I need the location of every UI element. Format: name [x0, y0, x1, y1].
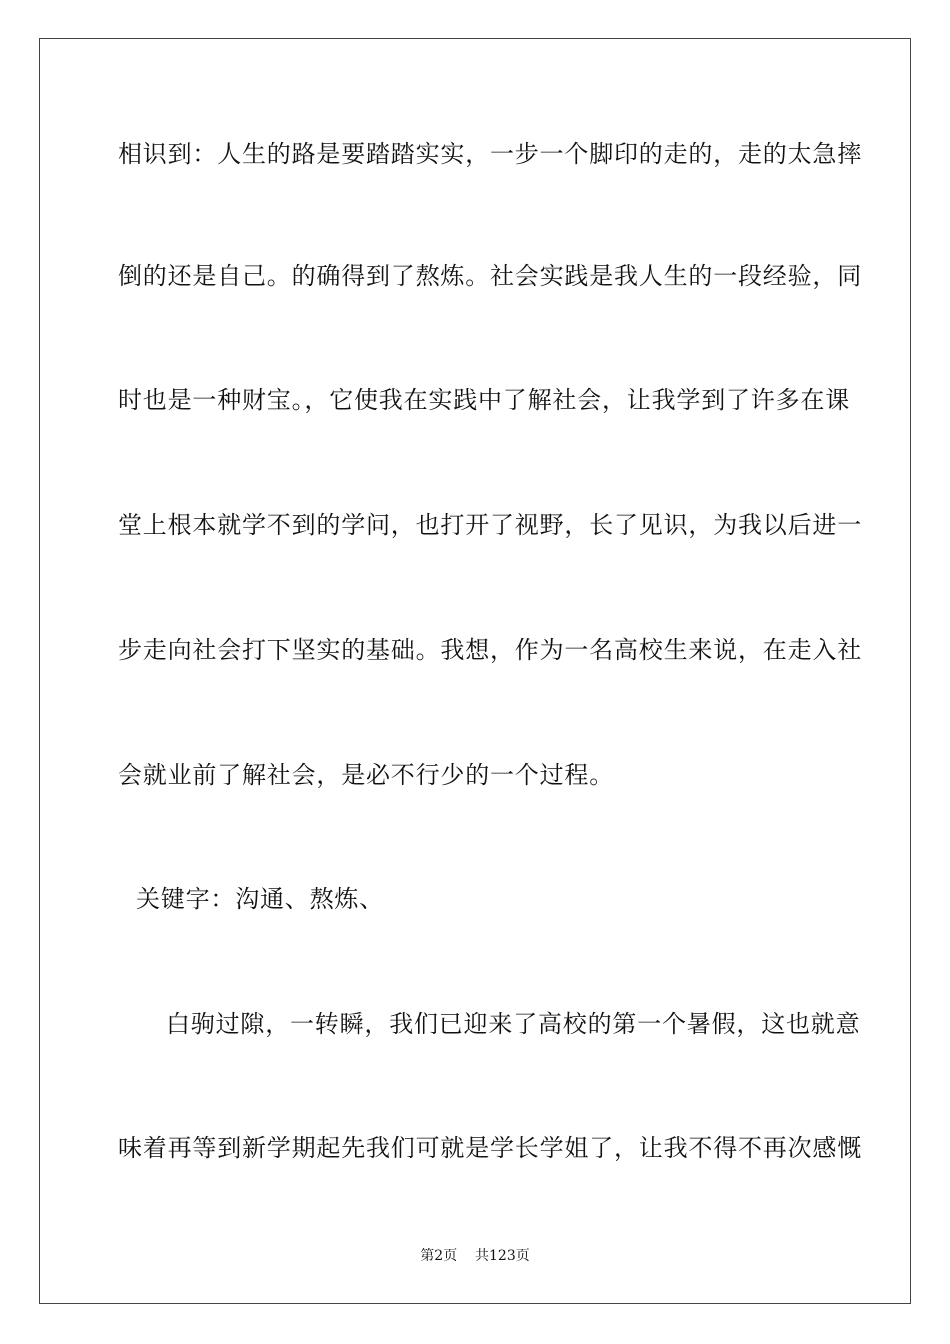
paragraph2-line-2: 味着再等到新学期起先我们可就是学长学姐了，让我不得不再次感慨 [118, 1134, 862, 1162]
page-frame [39, 38, 911, 1304]
body-line-5: 步走向社会打下坚实的基础。我想，作为一名高校生来说，在走入社 [118, 636, 862, 664]
paragraph2-line-1: 白驹过隙，一转瞬，我们已迎来了高校的第一个暑假，这也就意 [166, 1010, 861, 1038]
body-line-2: 倒的还是自己。的确得到了熬炼。社会实践是我人生的一段经验，同 [118, 262, 862, 290]
page-label: 第 [420, 1248, 435, 1264]
body-line-1: 相识到：人生的路是要踏踏实实，一步一个脚印的走的，走的太急摔 [118, 140, 862, 168]
total-suffix: 页 [515, 1248, 530, 1264]
body-line-3: 时也是一种财宝。，它使我在实践中了解社会，让我学到了许多在课 [118, 386, 850, 414]
total-pages: 123 [489, 1248, 516, 1264]
page-suffix: 页 [443, 1248, 458, 1264]
page-number: 2 [434, 1248, 444, 1264]
keywords-line: 关键字：沟通、熬炼、 [136, 885, 384, 913]
body-line-6: 会就业前了解社会，是必不行少的一个过程。 [118, 761, 614, 789]
body-line-4: 堂上根本就学不到的学问，也打开了视野，长了见识，为我以后进一 [118, 511, 862, 539]
page-footer [0, 1247, 950, 1265]
total-prefix: 共 [475, 1248, 489, 1264]
